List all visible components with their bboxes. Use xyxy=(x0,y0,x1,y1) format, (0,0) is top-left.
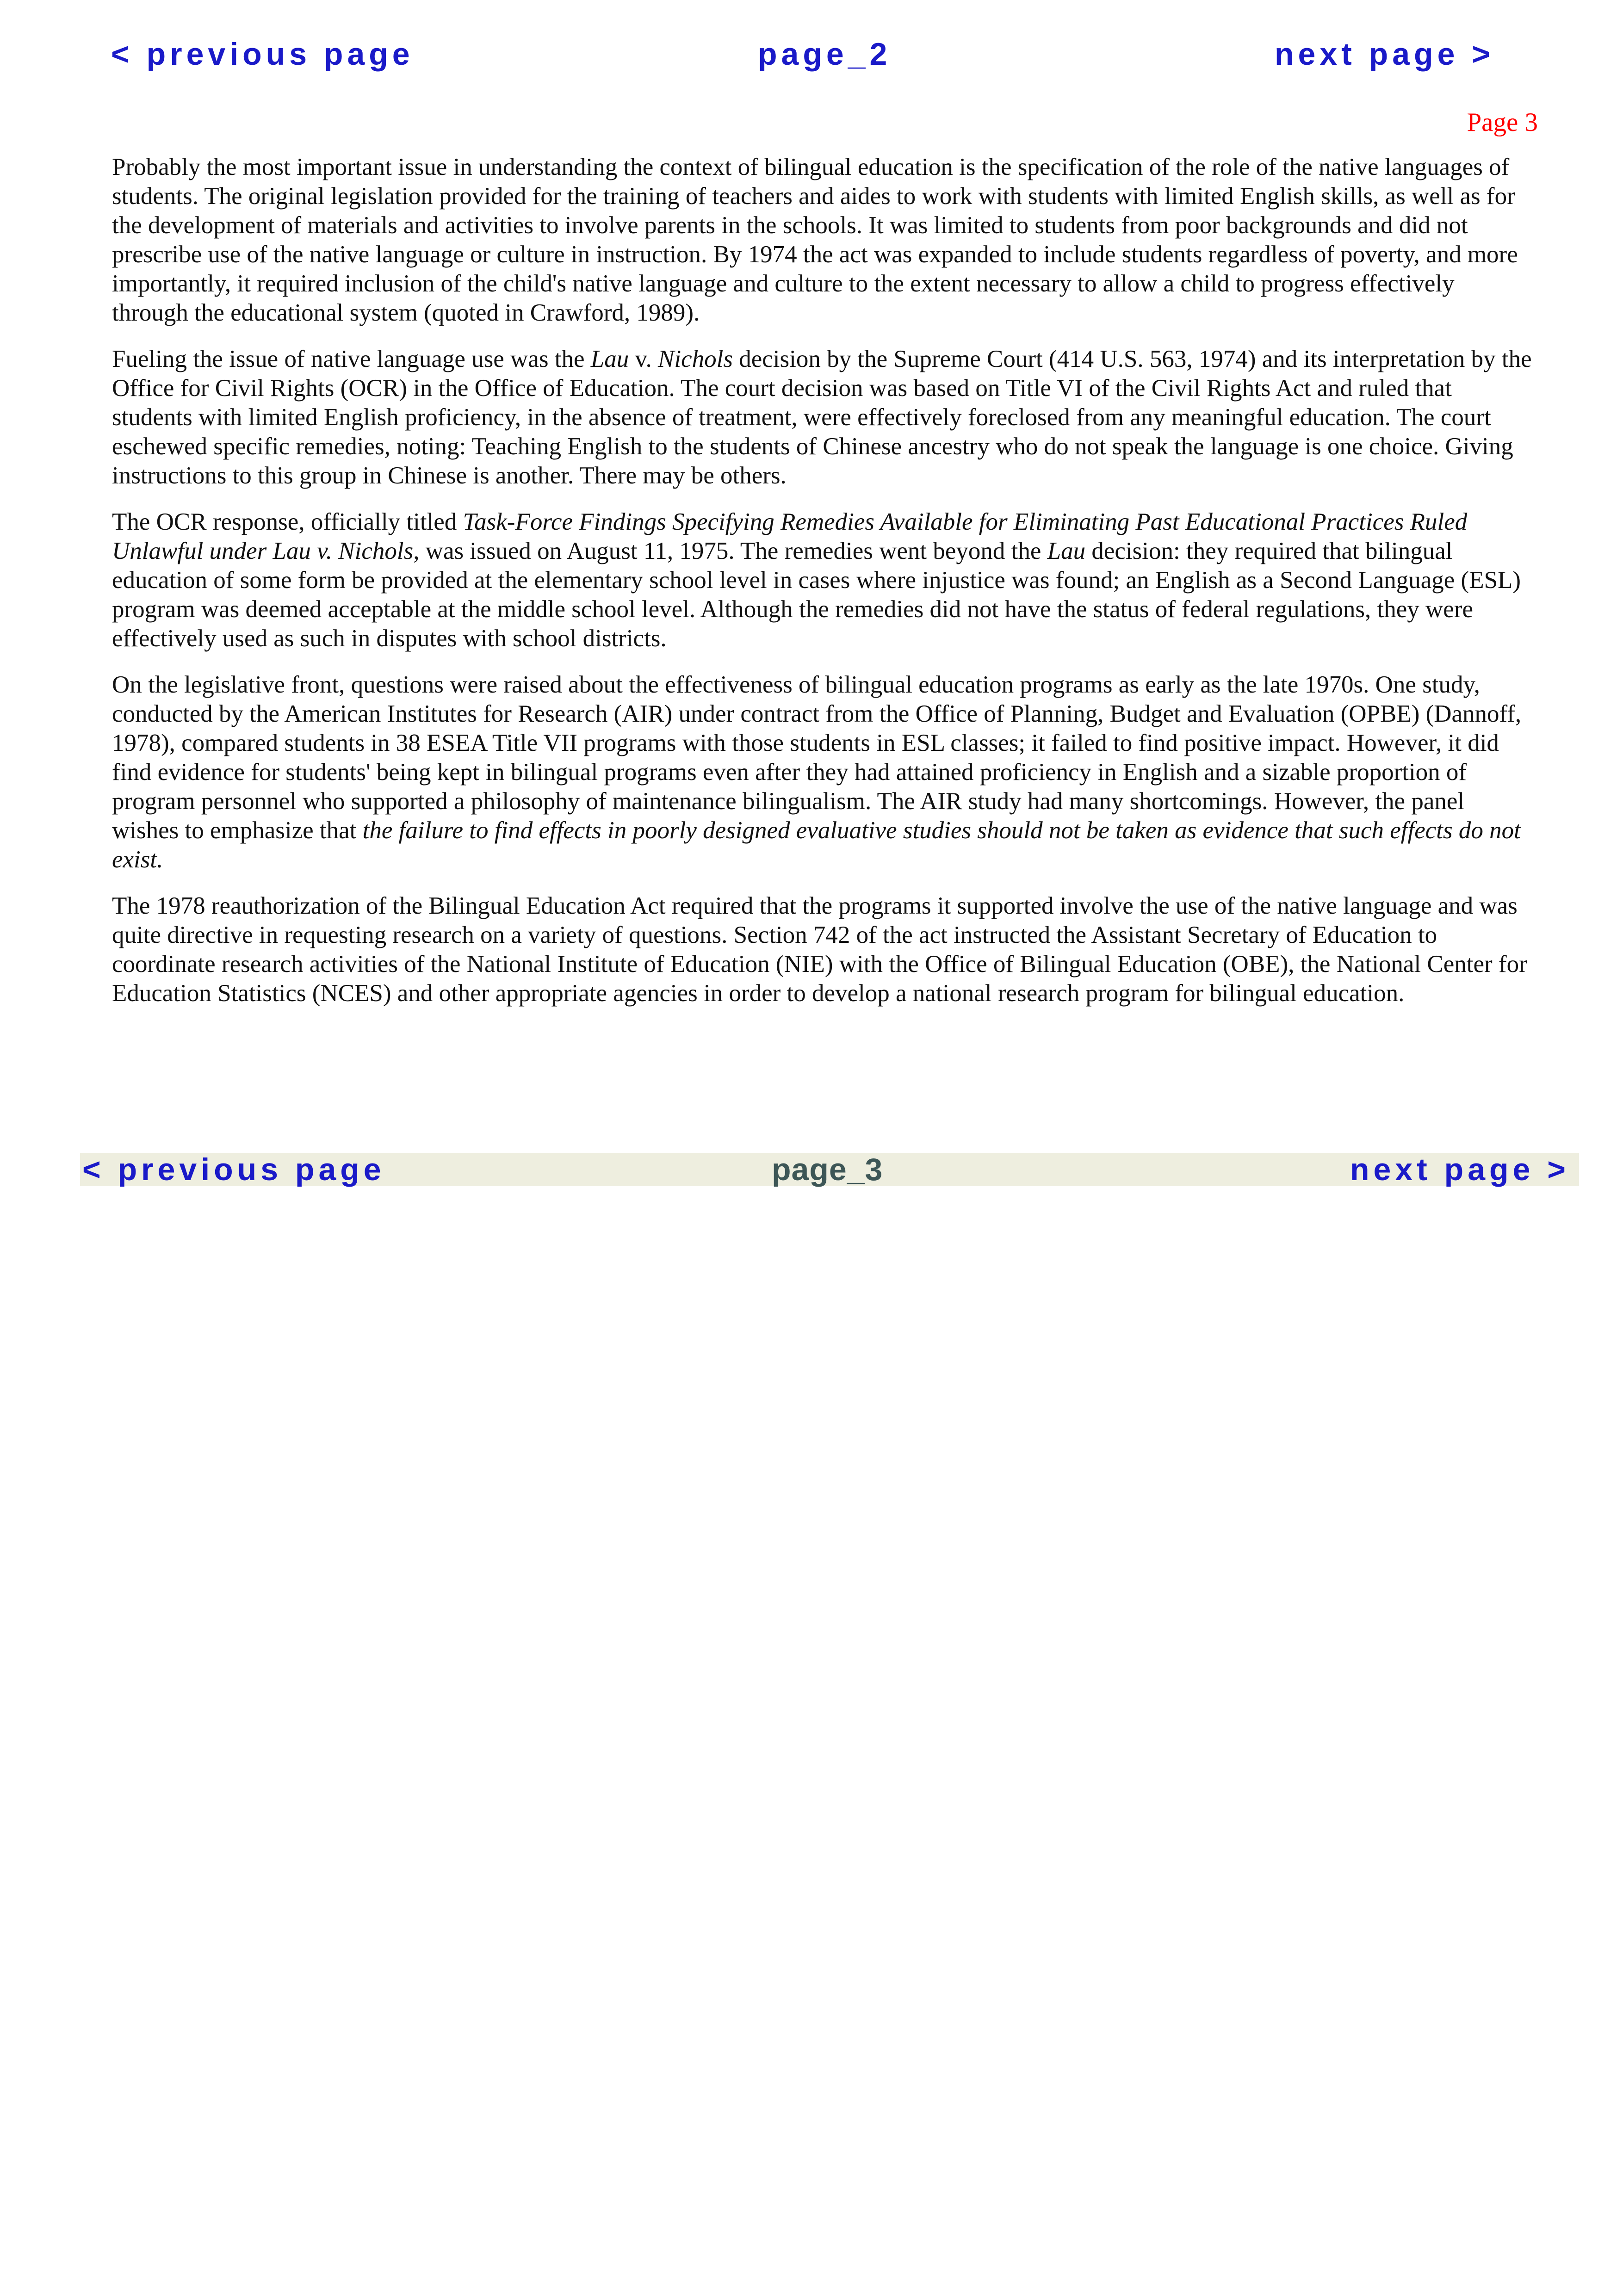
italic-text: Lau xyxy=(590,346,629,372)
top-current-page-label: page_2 xyxy=(758,37,892,72)
top-navigation-clipped xyxy=(111,37,1494,83)
top-next-page-link[interactable]: next page > xyxy=(1274,37,1494,72)
text-run: decision: they required that bilingual education of some form be provided at the elementary school level in cases where injustice was found; an English as a Second Language (ESL) program was deemed acceptable at the middle school level. Although the remedies did not have the status of federal regulations, they were effectively used as such in disputes with school districts. xyxy=(112,538,1521,652)
next-page-link[interactable]: next page > xyxy=(1350,1152,1570,1187)
text-run: Fueling the issue of native language use was the xyxy=(112,346,591,372)
text-run: was issued on August 11, 1975. The remedies went beyond the xyxy=(419,538,1047,564)
document-body xyxy=(112,153,1532,1025)
italic-text: Lau xyxy=(1047,538,1086,564)
text-run: The OCR response, officially titled xyxy=(112,508,463,535)
text-run: On the legislative front, questions were raised about the effectiveness of bilingual education programs as early as the late 1970s. One study, conducted by the American Institutes for Research (AIR) under contract from the Office of Planning, Budget and Evaluation (OPBE) (Dannoff, 1978), compared students in 38 ESEA Title VII programs with those students in ESL classes; it failed to find positive impact. However, it did find evidence for students' being kept in bilingual programs even after they had attained proficiency in English and a sizable proportion of program personnel who supported a philosophy of maintenance bilingualism. The AIR study had many shortcomings. However, the panel wishes to emphasize that xyxy=(112,671,1522,844)
paragraph xyxy=(112,891,1532,1008)
italic-text: the failure to find effects in poorly designed evaluative studies should not be taken as evidence that such effects do not exist. xyxy=(112,817,1521,873)
paragraph xyxy=(112,345,1532,490)
text-run: The 1978 reauthorization of the Bilingual Education Act required that the programs it supported involve the use of the native language and was quite directive in requesting research on a variety of questions. Section 742 of the act instructed the Assistant Secretary of Education to coordinate research activities of the National Institute of Education (NIE) with the Office of Bilingual Education (OBE), the National Center for Education Statistics (NCES) and other appropriate agencies in order to develop a national research program for bilingual education. xyxy=(112,892,1527,1007)
page-number-label: Page 3 xyxy=(1467,108,1538,137)
paragraph xyxy=(112,507,1532,653)
top-previous-page-link[interactable]: < previous page xyxy=(111,37,414,72)
text-run: v. xyxy=(629,346,658,372)
italic-text: Task-Force Findings Specifying Remedies Available for Eliminating Past Educational Practices Ruled Unlawful under Lau v. Nichols, xyxy=(112,508,1468,564)
italic-text: Nichols xyxy=(658,346,733,372)
text-run: Probably the most important issue in understanding the context of bilingual education is the specification of the role of the native languages of students. The original legislation provided for the training of teachers and aides to work with students with limited English skills, as well as for the development of materials and activities to involve parents in the schools. It was limited to students from poor backgrounds and did not prescribe use of the native language or culture in instruction. By 1974 the act was expanded to include students regardless of poverty, and more importantly, it required inclusion of the child's native language and culture to the extent necessary to allow a child to progress effectively through the educational system (quoted in Crawford, 1989). xyxy=(112,154,1518,326)
paragraph xyxy=(112,670,1532,874)
paragraph xyxy=(112,153,1532,328)
current-page-label: page_3 xyxy=(772,1152,883,1187)
previous-page-link[interactable]: < previous page xyxy=(82,1152,385,1187)
page-navigation-bar xyxy=(80,1153,1579,1186)
text-run: decision by the Supreme Court (414 U.S. 563, 1974) and its interpretation by the Office for Civil Rights (OCR) in the Office of Education. The court decision was based on Title VI of the Civil Rights Act and ruled that students with limited English proficiency, in the absence of treatment, were effectively foreclosed from any meaningful education. The court eschewed specific remedies, noting: Teaching English to the students of Chinese ancestry who do not speak the language is one choice. Giving instructions to this group in Chinese is another. There may be others. xyxy=(112,346,1532,489)
